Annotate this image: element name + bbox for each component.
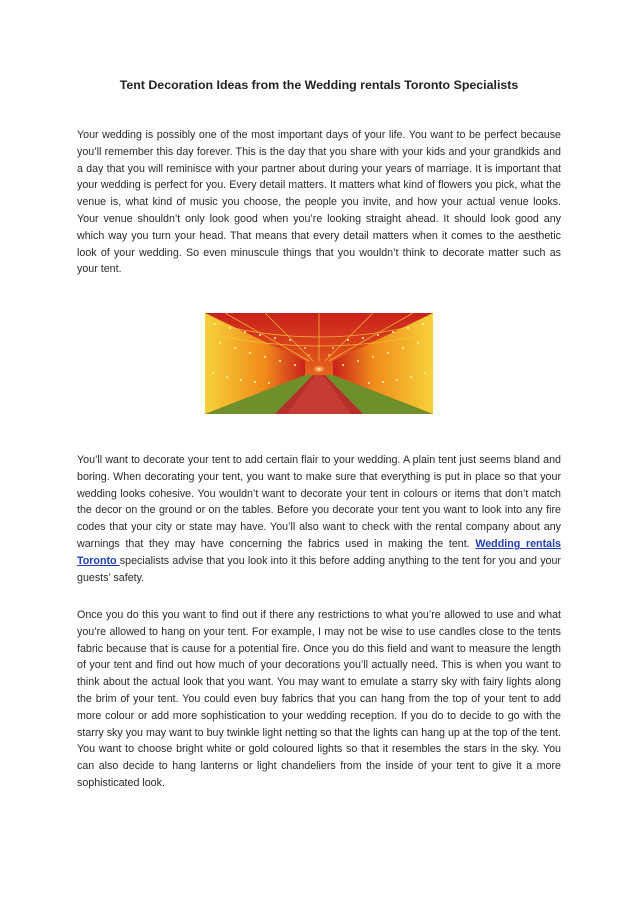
paragraph-intro: Your wedding is possibly one of the most important days of your life. You want to be perfect because you’ll remember this day forever. This is the day that you share with your kids and your grandkids and a day that you will reminisce with your partner about during your years of marriage. It is important that your wedding is perfect for you. Every detail matters. It matters what kind of flowers you pick, what the venue is, what kind of music you choose, the people you invite, and how your actual venue looks. Your venue shouldn’t only look good when you’re looking straight ahead. It should look good any which way you turn your head. That means that every detail matters when it comes to the aesthetic look of your wedding. So even minuscule things that you wouldn’t think to decorate matter such as your tent. xyxy=(77,129,561,276)
paragraph-decorate-tent xyxy=(77,452,561,586)
tent-photo-illustration xyxy=(205,313,433,414)
paragraph-restrictions: Once you do this you want to find out if there any restrictions to what you’re allowed to use and what you’re allowed to hang on your tent. For example, I may not be wise to use candles close to the tents fabric because that is cause for a potential fire. Once you do this field and want to measure the length of your tent and find out how much of your decorations you’ll actually need. This is when you want to think about the actual look that you want. You may want to emulate a starry sky with fairy lights along the brim of your tent. You could even buy fabrics that you can hang from the top of your tent to add more colour or add more sophistication to your wedding reception. If you do to decide to go with the starry sky you may want to buy twinkle light netting so that the lights can hang up at the top of the tent. You want to choose bright white or gold coloured lights so that it resembles the stars in the sky. You can also decide to hang lanterns or light chandeliers from the inside of your tent to give it a more sophisticated look. xyxy=(77,609,561,789)
paragraph-decorate-tent-text: You’ll want to decorate your tent to add certain flair to your wedding. A plain tent just seems bland and boring. When decorating your tent, you want to make sure that everything is put in place so that your wedding looks cohesive. You wouldn’t want to decorate your tent in colours or items that don’t match the decor on the ground or on the tables. Before you decorate your tent you want to look into any fire codes that your city or state may have. You’ll also want to check with the rental company about any warnings that they may have concerning the fabrics used in making the tent. xyxy=(77,454,561,550)
decorated-tent-photo xyxy=(205,313,433,414)
paragraph-decorate-tent-text-end: specialists advise that you look into it this before adding anything to the tent for you and your guests’ safety. xyxy=(77,554,561,584)
document-title: Tent Decoration Ideas from the Wedding rentals Toronto Specialists xyxy=(119,78,519,92)
wedding-rentals-toronto-link[interactable]: Wedding rentals Toronto xyxy=(77,537,562,567)
